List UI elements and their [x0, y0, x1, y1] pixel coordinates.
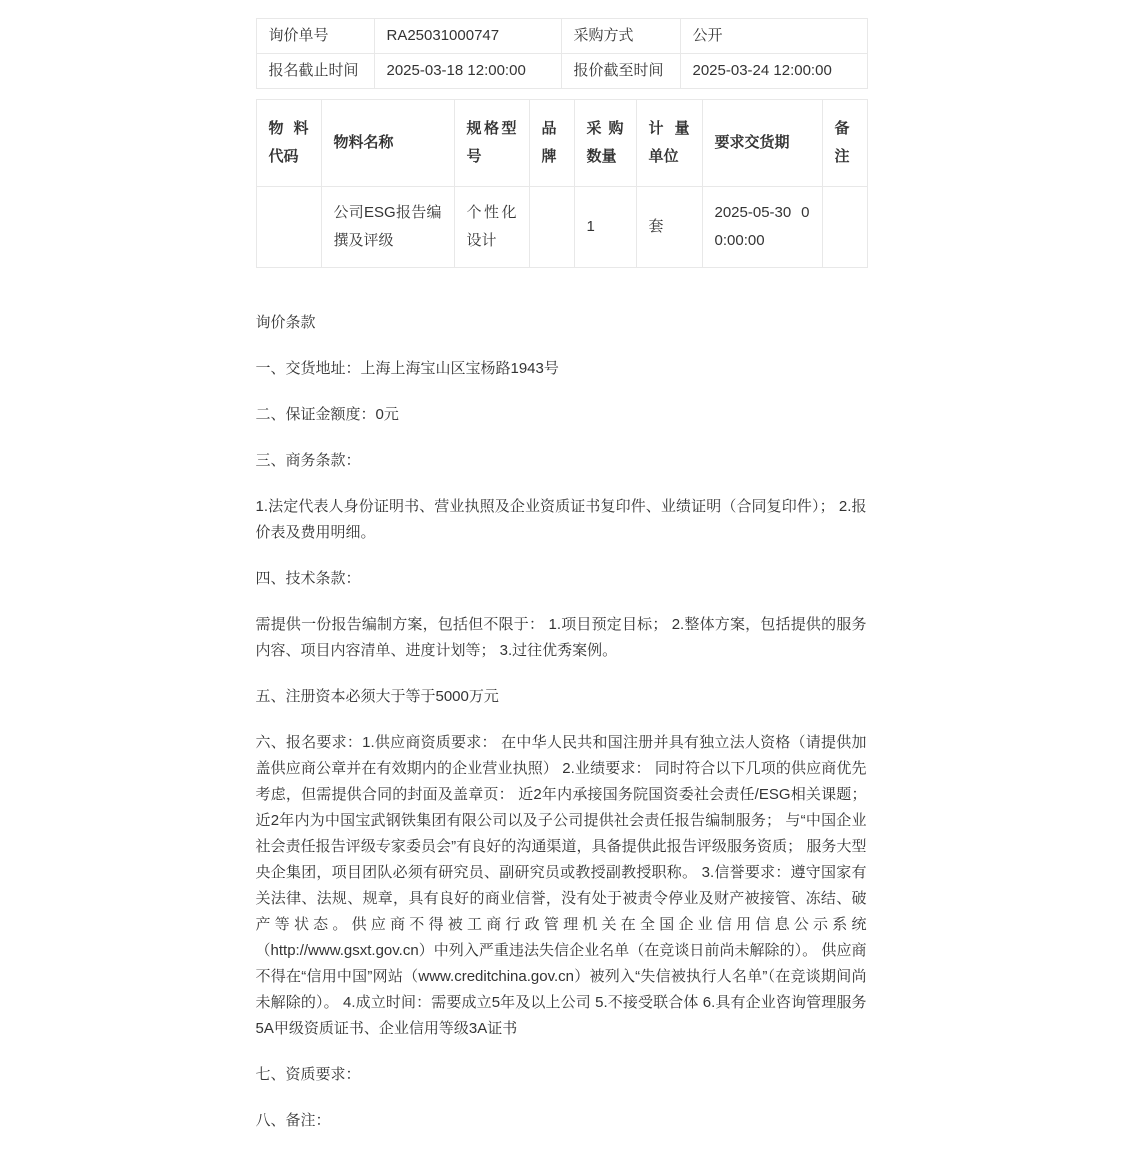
inquiry-info-table — [256, 18, 868, 89]
cell-remarks — [822, 187, 867, 268]
info-table-row — [256, 19, 867, 54]
term-remarks: 八、备注： — [255, 1112, 331, 1129]
term-technical-clause-heading: 四、技术条款： — [255, 570, 361, 587]
header-material-name: 物料名称 — [321, 100, 454, 187]
registration-deadline-label: 报名截止时间 — [256, 54, 374, 89]
header-measure-unit: 计量单位 — [636, 100, 702, 187]
term-business-clause-body: 1.法定代表人身份证明书、营业执照及企业资质证书复印件、业绩证明（合同复印件）； 2.报价表及费用明细。 — [255, 498, 867, 541]
cell-spec-model: 个性化设计 — [454, 187, 529, 268]
terms-title: 询价条款 — [255, 314, 316, 331]
inquiry-number-value: RA25031000747 — [374, 19, 561, 54]
cell-delivery-date: 2025-05-30 00:00:00 — [702, 187, 822, 268]
term-technical-clause-body: 需提供一份报告编制方案，包括但不限于： 1.项目预定目标； 2.整体方案，包括提供的服务内容、项目内容清单、进度计划等； 3.过往优秀案例。 — [255, 616, 867, 659]
items-data-row — [256, 187, 867, 268]
quote-deadline-label: 报价截至时间 — [561, 54, 680, 89]
term-qualification-requirements: 七、资质要求： — [255, 1066, 361, 1083]
header-brand: 品牌 — [529, 100, 574, 187]
cell-brand — [529, 187, 574, 268]
cell-material-name: 公司ESG报告编撰及评级 — [321, 187, 454, 268]
header-purchase-quantity: 采购数量 — [574, 100, 636, 187]
items-header-row — [256, 100, 867, 187]
cell-purchase-quantity: 1 — [574, 187, 636, 268]
cell-measure-unit: 套 — [636, 187, 702, 268]
header-delivery-date: 要求交货期 — [702, 100, 822, 187]
cell-material-code — [256, 187, 321, 268]
header-spec-model: 规格型号 — [454, 100, 529, 187]
term-registered-capital: 五、注册资本必须大于等于5000万元 — [255, 688, 499, 705]
term-business-clause-heading: 三、商务条款： — [255, 452, 361, 469]
header-material-code: 物料代码 — [256, 100, 321, 187]
procurement-method-value: 公开 — [680, 19, 867, 54]
term-delivery-address: 一、交货地址：上海上海宝山区宝杨路1943号 — [255, 360, 559, 377]
procurement-method-label: 采购方式 — [561, 19, 680, 54]
inquiry-terms-section — [256, 310, 867, 1134]
term-registration-requirements: 六、报名要求：1.供应商资质要求： 在中华人民共和国注册并具有独立法人资格（请提供加盖供应商公章并在有效期内的企业营业执照） 2.业绩要求： 同时符合以下几项的供应商优先考虑，但需提供合同的封面及盖章页： 近2年内承接国务院国资委社会责任/ESG相关课题； 近2年内为中国宝武钢铁集团有限公司以及子公司提供社会责任报告编制服务； 与“中国企业社会责任报告评级专家委员会”有良好的沟通渠道，具备提供此报告评级服务资质； 服务大型央企集团，项目团队必须有研究员、副研究员或教授副教授职称。 3.信誉要求：遵守国家有关法律、法规、规章，具有良好的商业信誉，没有处于被责令停业及财产被接管、冻结、破产等状态。供应商不得被工商行政管理机关在全国企业信用信息公示系统（http://www.gsxt.gov.cn）中列入严重违法失信企业名单（在竞谈日前尚未解除的）。 供应商不得在“信用中国”网站（www.creditchina.gov.cn）被列入“失信被执行人名单”（在竞谈期间尚未解除的）。 4.成立时间：需要成立5年及以上公司 5.不接受联合体 6.具有企业咨询管理服务5A甲级资质证书、企业信用等级3A证书 — [255, 734, 867, 1037]
term-deposit: 二、保证金额度：0元 — [255, 406, 399, 423]
info-table-row — [256, 54, 867, 89]
header-remarks: 备注 — [822, 100, 867, 187]
registration-deadline-value: 2025-03-18 12:00:00 — [374, 54, 561, 89]
inquiry-number-label: 询价单号 — [256, 19, 374, 54]
quote-deadline-value: 2025-03-24 12:00:00 — [680, 54, 867, 89]
inquiry-document-page — [256, 0, 867, 1164]
material-items-table — [256, 99, 868, 268]
